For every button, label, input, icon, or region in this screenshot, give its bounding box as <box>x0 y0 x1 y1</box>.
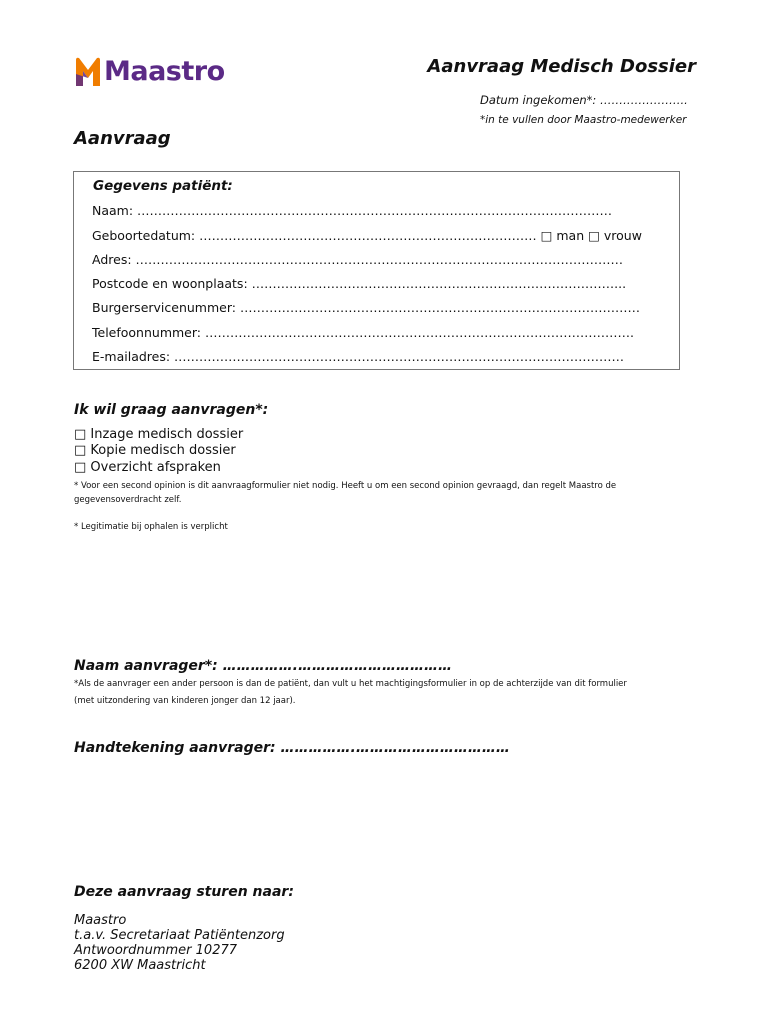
patient-details-title: Gegevens patiënt: <box>93 178 233 194</box>
section-title: Aanvraag <box>74 128 171 149</box>
email-field[interactable]: E-mailadres: ……………………………………………………………………………………………… <box>92 349 625 364</box>
postcode-field[interactable]: Postcode en woonplaats: ……………………………………………………………………………... <box>92 276 627 291</box>
option-appointments-checkbox[interactable]: □ Overzicht afspraken <box>74 460 221 475</box>
document-title: Aanvraag Medisch Dossier <box>427 56 696 77</box>
authorization-note-line2: (met uitzondering van kinderen jonger dan 12 jaar). <box>74 696 296 706</box>
request-title: Ik wil graag aanvragen*: <box>74 402 269 418</box>
received-date-note: *in te vullen door Maastro-medewerker <box>480 114 687 126</box>
phone-field[interactable]: Telefoonnummer: …………………………………………………………………………………………. <box>92 325 634 340</box>
address-line-1: Maastro <box>74 913 127 928</box>
bsn-field[interactable]: Burgerservicenummer: …………………………………………………………………………………… <box>92 300 640 315</box>
address-line-3: Antwoordnummer 10277 <box>74 943 238 958</box>
send-to-title: Deze aanvraag sturen naar: <box>74 884 294 900</box>
logo-text: Maastro <box>104 56 225 87</box>
logo-m-icon <box>74 56 108 88</box>
second-opinion-note: * Voor een second opinion is dit aanvraagformulier niet nodig. Heeft u om een second opinion gevraagd, dan regelt Maastro de gegevensoverdracht zelf. <box>74 481 617 505</box>
address-field[interactable]: Adres: ……………………………………………………………………………………………………… <box>92 252 624 267</box>
patient-details-box <box>73 171 680 370</box>
maastro-logo <box>74 55 224 91</box>
birthdate-field[interactable]: Geboortedatum: ……………………………………………………………………… □ man □ vrouw <box>92 228 642 243</box>
option-inspect-checkbox[interactable]: □ Inzage medisch dossier <box>74 427 244 442</box>
name-field[interactable]: Naam: …………………………………………………………………………………………………… <box>92 203 613 218</box>
address-line-2: t.a.v. Secretariaat Patiëntenzorg <box>74 928 285 943</box>
id-required-note: * Legitimatie bij ophalen is verplicht <box>74 522 228 532</box>
requester-name-field[interactable]: Naam aanvrager*: …………….…………………………… <box>74 658 452 674</box>
address-line-4: 6200 XW Maastricht <box>74 958 206 973</box>
received-date-field[interactable]: Datum ingekomen*: ………………….. <box>480 93 688 107</box>
signature-field[interactable]: Handtekening aanvrager: …………….…………………………… <box>74 740 510 756</box>
authorization-note-line1: *Als de aanvrager een ander persoon is dan de patiënt, dan vult u het machtigingsformulier in op de achterzijde van dit formulier <box>74 679 627 689</box>
option-copy-checkbox[interactable]: □ Kopie medisch dossier <box>74 443 236 458</box>
